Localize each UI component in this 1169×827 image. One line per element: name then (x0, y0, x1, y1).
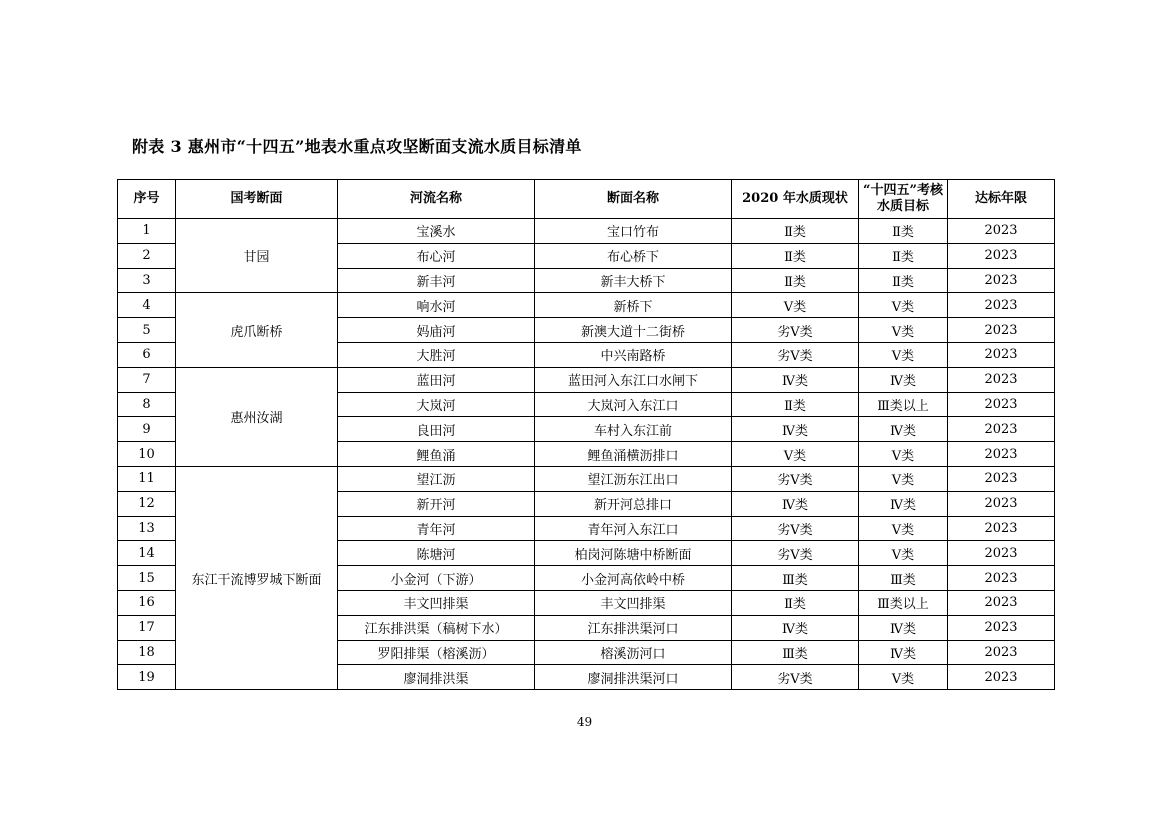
cell-section: 布心桥下 (535, 243, 732, 268)
cell-section: 望江沥东江出口 (535, 466, 732, 491)
cell-section: 新澳大道十二街桥 (535, 318, 732, 343)
cell-index: 18 (118, 640, 176, 665)
cell-quality-2020: Ⅱ类 (732, 219, 859, 244)
cell-deadline: 2023 (948, 442, 1055, 467)
cell-index: 13 (118, 516, 176, 541)
page-number: 49 (576, 715, 593, 729)
cell-index: 12 (118, 491, 176, 516)
header-target: “十四五”考核水质目标 (859, 180, 948, 219)
cell-section: 宝口竹布 (535, 219, 732, 244)
cell-deadline: 2023 (948, 516, 1055, 541)
cell-section: 车村入东江前 (535, 417, 732, 442)
cell-river: 大胜河 (338, 342, 535, 367)
cell-target: Ⅴ类 (859, 442, 948, 467)
cell-quality-2020: 劣Ⅴ类 (732, 342, 859, 367)
cell-deadline: 2023 (948, 318, 1055, 343)
cell-deadline: 2023 (948, 417, 1055, 442)
cell-target: Ⅴ类 (859, 665, 948, 690)
cell-target: Ⅴ类 (859, 318, 948, 343)
cell-deadline: 2023 (948, 541, 1055, 566)
cell-section: 丰文凹排渠 (535, 590, 732, 615)
cell-deadline: 2023 (948, 590, 1055, 615)
cell-deadline: 2023 (948, 491, 1055, 516)
cell-river: 妈庙河 (338, 318, 535, 343)
cell-deadline: 2023 (948, 640, 1055, 665)
cell-target: Ⅴ类 (859, 342, 948, 367)
cell-section: 榕溪沥河口 (535, 640, 732, 665)
cell-quality-2020: 劣Ⅴ类 (732, 466, 859, 491)
cell-deadline: 2023 (948, 219, 1055, 244)
cell-quality-2020: Ⅳ类 (732, 367, 859, 392)
cell-quality-2020: 劣Ⅴ类 (732, 516, 859, 541)
cell-index: 19 (118, 665, 176, 690)
cell-national-section: 东江干流博罗城下断面 (176, 466, 338, 689)
cell-national-section: 惠州汝湖 (176, 367, 338, 466)
cell-quality-2020: 劣Ⅴ类 (732, 318, 859, 343)
cell-section: 廖洞排洪渠河口 (535, 665, 732, 690)
cell-index: 14 (118, 541, 176, 566)
cell-target: Ⅱ类 (859, 243, 948, 268)
cell-quality-2020: Ⅱ类 (732, 268, 859, 293)
cell-index: 6 (118, 342, 176, 367)
cell-river: 鲤鱼涌 (338, 442, 535, 467)
table-header-row (118, 180, 1055, 219)
cell-section: 柏岗河陈塘中桥断面 (535, 541, 732, 566)
cell-quality-2020: Ⅲ类 (732, 640, 859, 665)
cell-river: 望江沥 (338, 466, 535, 491)
cell-quality-2020: Ⅱ类 (732, 590, 859, 615)
cell-deadline: 2023 (948, 566, 1055, 591)
cell-target: Ⅲ类 (859, 566, 948, 591)
cell-index: 16 (118, 590, 176, 615)
cell-target: Ⅴ类 (859, 293, 948, 318)
cell-target: Ⅲ类以上 (859, 590, 948, 615)
cell-river: 丰文凹排渠 (338, 590, 535, 615)
cell-target: Ⅳ类 (859, 615, 948, 640)
cell-index: 9 (118, 417, 176, 442)
cell-index: 8 (118, 392, 176, 417)
cell-river: 廖洞排洪渠 (338, 665, 535, 690)
cell-section: 中兴南路桥 (535, 342, 732, 367)
cell-quality-2020: Ⅲ类 (732, 566, 859, 591)
cell-deadline: 2023 (948, 293, 1055, 318)
header-national-section: 国考断面 (176, 180, 338, 219)
cell-target: Ⅱ类 (859, 268, 948, 293)
cell-river: 新丰河 (338, 268, 535, 293)
cell-quality-2020: Ⅳ类 (732, 615, 859, 640)
cell-deadline: 2023 (948, 342, 1055, 367)
cell-target: Ⅳ类 (859, 417, 948, 442)
cell-section: 小金河高依岭中桥 (535, 566, 732, 591)
water-quality-table (117, 179, 1055, 690)
cell-section: 青年河入东江口 (535, 516, 732, 541)
cell-section: 新丰大桥下 (535, 268, 732, 293)
cell-target: Ⅳ类 (859, 491, 948, 516)
cell-river: 小金河（下游） (338, 566, 535, 591)
cell-river: 陈塘河 (338, 541, 535, 566)
cell-target: Ⅳ类 (859, 640, 948, 665)
cell-river: 江东排洪渠（稿树下水） (338, 615, 535, 640)
cell-index: 5 (118, 318, 176, 343)
cell-target: Ⅳ类 (859, 367, 948, 392)
cell-section: 鲤鱼涌横沥排口 (535, 442, 732, 467)
cell-index: 7 (118, 367, 176, 392)
cell-quality-2020: Ⅳ类 (732, 491, 859, 516)
cell-national-section: 虎爪断桥 (176, 293, 338, 367)
cell-river: 蓝田河 (338, 367, 535, 392)
cell-index: 10 (118, 442, 176, 467)
page-title: 附表 3 惠州市“十四五”地表水重点攻坚断面支流水质目标清单 (132, 137, 582, 156)
cell-quality-2020: 劣Ⅴ类 (732, 665, 859, 690)
cell-section: 大岚河入东江口 (535, 392, 732, 417)
cell-section: 蓝田河入东江口水闸下 (535, 367, 732, 392)
header-section: 断面名称 (535, 180, 732, 219)
cell-river: 宝溪水 (338, 219, 535, 244)
cell-quality-2020: Ⅴ类 (732, 442, 859, 467)
cell-target: Ⅴ类 (859, 466, 948, 491)
cell-quality-2020: Ⅳ类 (732, 417, 859, 442)
cell-target: Ⅲ类以上 (859, 392, 948, 417)
cell-index: 15 (118, 566, 176, 591)
cell-river: 大岚河 (338, 392, 535, 417)
table-row (118, 367, 1055, 392)
header-river: 河流名称 (338, 180, 535, 219)
cell-national-section: 甘园 (176, 219, 338, 293)
cell-deadline: 2023 (948, 665, 1055, 690)
cell-river: 良田河 (338, 417, 535, 442)
cell-deadline: 2023 (948, 268, 1055, 293)
cell-deadline: 2023 (948, 243, 1055, 268)
header-deadline: 达标年限 (948, 180, 1055, 219)
cell-index: 1 (118, 219, 176, 244)
cell-deadline: 2023 (948, 615, 1055, 640)
table-row (118, 293, 1055, 318)
cell-deadline: 2023 (948, 466, 1055, 491)
cell-index: 11 (118, 466, 176, 491)
cell-index: 3 (118, 268, 176, 293)
cell-target: Ⅴ类 (859, 541, 948, 566)
cell-index: 17 (118, 615, 176, 640)
header-index: 序号 (118, 180, 176, 219)
cell-deadline: 2023 (948, 392, 1055, 417)
cell-index: 4 (118, 293, 176, 318)
cell-index: 2 (118, 243, 176, 268)
cell-quality-2020: Ⅱ类 (732, 243, 859, 268)
cell-river: 响水河 (338, 293, 535, 318)
cell-river: 青年河 (338, 516, 535, 541)
cell-section: 江东排洪渠河口 (535, 615, 732, 640)
cell-river: 罗阳排渠（榕溪沥） (338, 640, 535, 665)
cell-quality-2020: Ⅴ类 (732, 293, 859, 318)
cell-quality-2020: 劣Ⅴ类 (732, 541, 859, 566)
cell-section: 新开河总排口 (535, 491, 732, 516)
cell-river: 布心河 (338, 243, 535, 268)
cell-river: 新开河 (338, 491, 535, 516)
table-row (118, 219, 1055, 244)
cell-target: Ⅴ类 (859, 516, 948, 541)
cell-deadline: 2023 (948, 367, 1055, 392)
header-quality-2020: 2020 年水质现状 (732, 180, 859, 219)
cell-section: 新桥下 (535, 293, 732, 318)
cell-target: Ⅱ类 (859, 219, 948, 244)
cell-quality-2020: Ⅱ类 (732, 392, 859, 417)
table-row (118, 466, 1055, 491)
